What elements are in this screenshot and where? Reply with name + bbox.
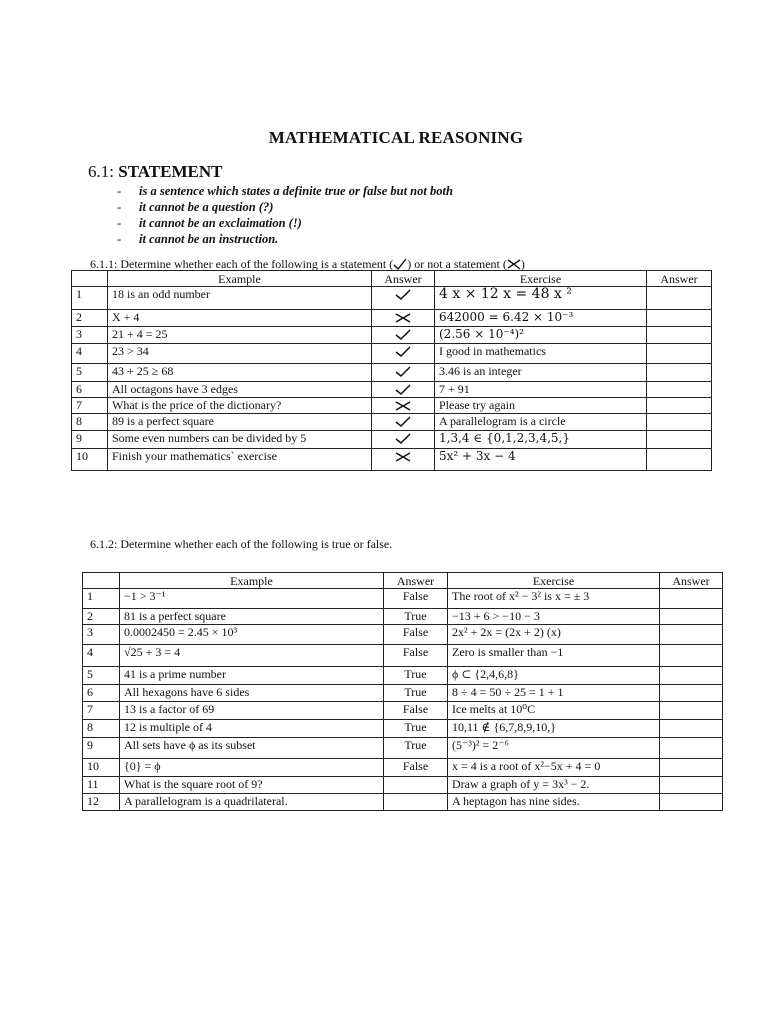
example-cell: Some even numbers can be divided by 5 (108, 431, 372, 449)
exercise-cell: Please try again (435, 398, 647, 414)
answer-cell: True (384, 609, 448, 625)
example-cell: 23 > 34 (108, 344, 372, 364)
example-cell: 18 is an odd number (108, 287, 372, 310)
exercise-cell: 7 + 91 (435, 382, 647, 398)
exercise-cell: (2.56 × 10⁻⁴)² (435, 327, 647, 344)
table-row (83, 702, 723, 720)
example-cell: 81 is a perfect square (120, 609, 384, 625)
task2-instruction: 6.1.2: Determine whether each of the following is true or false. (90, 537, 393, 551)
row-number: 2 (72, 310, 108, 327)
exercise-answer-cell (660, 759, 723, 777)
row-number: 5 (72, 364, 108, 382)
exercise-answer-cell (660, 645, 723, 667)
section-number: 6.1: (88, 162, 114, 181)
example-cell: 13 is a factor of 69 (120, 702, 384, 720)
true-false-table (82, 572, 723, 811)
cross-icon (394, 399, 412, 412)
check-icon (394, 415, 412, 428)
exercise-cell: Ice melts at 10⁰C (448, 702, 660, 720)
answer-cell: True (384, 685, 448, 702)
table-row (83, 609, 723, 625)
exercise-answer-cell (660, 589, 723, 609)
answer-cell: False (384, 759, 448, 777)
header-exercise-answer: Answer (660, 573, 723, 589)
table-row (72, 414, 712, 431)
table-row (83, 720, 723, 738)
answer-cell (372, 327, 435, 344)
exercise-cell: 8 ÷ 4 = 50 ÷ 25 = 1 + 1 (448, 685, 660, 702)
header-exercise: Exercise (448, 573, 660, 589)
answer-cell (372, 310, 435, 327)
example-cell: {0} = ϕ (120, 759, 384, 777)
table-row (83, 759, 723, 777)
table-row (72, 398, 712, 414)
exercise-cell: ϕ ⊂ {2,4,6,8} (448, 667, 660, 685)
exercise-answer-cell (660, 720, 723, 738)
check-icon (394, 432, 412, 445)
exercise-cell: 1,3,4 ∈ {0,1,2,3,4,5,} (435, 431, 647, 449)
check-icon (394, 328, 412, 341)
exercise-answer-cell (647, 431, 712, 449)
answer-cell (372, 287, 435, 310)
exercise-answer-cell (660, 625, 723, 645)
row-number: 11 (83, 777, 120, 794)
answer-cell: False (384, 645, 448, 667)
example-cell: 43 + 25 ≥ 68 (108, 364, 372, 382)
check-icon (394, 383, 412, 396)
table-row (72, 310, 712, 327)
answer-cell: False (384, 702, 448, 720)
section-name: STATEMENT (118, 162, 223, 181)
exercise-answer-cell (647, 364, 712, 382)
row-number: 10 (72, 449, 108, 471)
answer-cell (372, 414, 435, 431)
table-row (83, 777, 723, 794)
table-row (72, 327, 712, 344)
table-row (72, 449, 712, 471)
answer-cell (372, 398, 435, 414)
row-number: 8 (83, 720, 120, 738)
row-number: 9 (83, 738, 120, 759)
answer-cell (372, 431, 435, 449)
exercise-cell: A heptagon has nine sides. (448, 794, 660, 811)
definition-item: - it cannot be an instruction. (117, 232, 279, 246)
example-cell: 41 is a prime number (120, 667, 384, 685)
row-number: 7 (72, 398, 108, 414)
table-row (72, 287, 712, 310)
answer-cell (372, 344, 435, 364)
exercise-answer-cell (647, 310, 712, 327)
exercise-cell: x = 4 is a root of x²−5x + 4 = 0 (448, 759, 660, 777)
answer-cell (384, 777, 448, 794)
row-number: 1 (72, 287, 108, 310)
example-cell: X + 4 (108, 310, 372, 327)
definition-list (117, 183, 453, 247)
table-row (83, 625, 723, 645)
header-exercise: Exercise (435, 271, 647, 287)
definition-item: - it cannot be a question (?) (117, 200, 274, 214)
example-cell: A parallelogram is a quadrilateral. (120, 794, 384, 811)
table-header-row (72, 271, 712, 287)
exercise-answer-cell (647, 287, 712, 310)
exercise-answer-cell (660, 609, 723, 625)
row-number: 3 (83, 625, 120, 645)
row-number: 6 (83, 685, 120, 702)
example-cell: 89 is a perfect square (108, 414, 372, 431)
example-cell: −1 > 3⁻¹ (120, 589, 384, 609)
example-cell: Finish your mathematics` exercise (108, 449, 372, 471)
exercise-answer-cell (660, 685, 723, 702)
row-number: 7 (83, 702, 120, 720)
row-number: 10 (83, 759, 120, 777)
exercise-cell: Zero is smaller than −1 (448, 645, 660, 667)
row-number: 9 (72, 431, 108, 449)
exercise-answer-cell (660, 667, 723, 685)
check-icon (394, 365, 412, 378)
table-row (72, 344, 712, 364)
exercise-answer-cell (647, 382, 712, 398)
row-number: 3 (72, 327, 108, 344)
check-icon (393, 258, 407, 270)
example-cell: What is the square root of 9? (120, 777, 384, 794)
header-example: Example (108, 271, 372, 287)
page-title: MATHEMATICAL REASONING (268, 128, 524, 147)
exercise-cell: 642000 = 6.42 × 10⁻³ (435, 310, 647, 327)
answer-cell: True (384, 720, 448, 738)
example-cell: What is the price of the dictionary? (108, 398, 372, 414)
answer-cell: True (384, 667, 448, 685)
example-cell: 12 is multiple of 4 (120, 720, 384, 738)
header-exercise-answer: Answer (647, 271, 712, 287)
row-number: 4 (83, 645, 120, 667)
table-row (72, 382, 712, 398)
table-row (83, 794, 723, 811)
example-cell: All sets have ϕ as its subset (120, 738, 384, 759)
section-heading (88, 162, 222, 182)
exercise-answer-cell (647, 449, 712, 471)
exercise-cell: 3.46 is an integer (435, 364, 647, 382)
example-cell: 21 + 4 = 25 (108, 327, 372, 344)
table-row (83, 645, 723, 667)
statement-table (71, 270, 712, 471)
exercise-cell: 2x² + 2x = (2x + 2) (x) (448, 625, 660, 645)
header-example: Example (120, 573, 384, 589)
header-answer: Answer (372, 271, 435, 287)
exercise-answer-cell (647, 344, 712, 364)
answer-cell (372, 449, 435, 471)
cross-icon (394, 450, 412, 463)
row-number: 6 (72, 382, 108, 398)
answer-cell: False (384, 589, 448, 609)
answer-cell (372, 364, 435, 382)
table-header-row (83, 573, 723, 589)
exercise-cell: A parallelogram is a circle (435, 414, 647, 431)
example-cell: 0.0002450 = 2.45 × 10³ (120, 625, 384, 645)
exercise-cell: 4 x × 12 x = 48 x ² (435, 287, 647, 310)
exercise-answer-cell (647, 398, 712, 414)
check-icon (394, 345, 412, 358)
exercise-answer-cell (660, 738, 723, 759)
exercise-cell: (5⁻³)² = 2⁻⁶ (448, 738, 660, 759)
exercise-answer-cell (647, 327, 712, 344)
exercise-cell: The root of x² − 3² is x = ± 3 (448, 589, 660, 609)
exercise-cell: −13 + 6 > −10 − 3 (448, 609, 660, 625)
table-row (83, 589, 723, 609)
table-row (83, 738, 723, 759)
definition-item: - it cannot be an exclaimation (!) (117, 216, 302, 230)
example-cell: √25 + 3 = 4 (120, 645, 384, 667)
exercise-answer-cell (660, 794, 723, 811)
exercise-cell: Draw a graph of y = 3x³ − 2. (448, 777, 660, 794)
example-cell: All octagons have 3 edges (108, 382, 372, 398)
table-row (83, 685, 723, 702)
cross-icon (394, 311, 412, 324)
answer-cell (372, 382, 435, 398)
answer-cell (384, 794, 448, 811)
row-number: 12 (83, 794, 120, 811)
row-number: 8 (72, 414, 108, 431)
row-number: 5 (83, 667, 120, 685)
exercise-answer-cell (660, 702, 723, 720)
table-row (83, 667, 723, 685)
exercise-cell: 10,11 ∉ {6,7,8,9,10,} (448, 720, 660, 738)
table-row (72, 364, 712, 382)
answer-cell: False (384, 625, 448, 645)
exercise-cell: 5x² + 3x − 4 (435, 449, 647, 471)
exercise-answer-cell (660, 777, 723, 794)
task1-instruction: 6.1.1: Determine whether each of the following is a statement ( ) or not a statement ( ) (90, 257, 525, 271)
table-row (72, 431, 712, 449)
exercise-cell: I good in mathematics (435, 344, 647, 364)
answer-cell: True (384, 738, 448, 759)
header-answer: Answer (384, 573, 448, 589)
check-icon (394, 288, 412, 301)
exercise-answer-cell (647, 414, 712, 431)
example-cell: All hexagons have 6 sides (120, 685, 384, 702)
definition-item: - is a sentence which states a definite true or false but not both (117, 184, 453, 198)
row-number: 2 (83, 609, 120, 625)
row-number: 1 (83, 589, 120, 609)
row-number: 4 (72, 344, 108, 364)
cross-icon (507, 258, 521, 270)
